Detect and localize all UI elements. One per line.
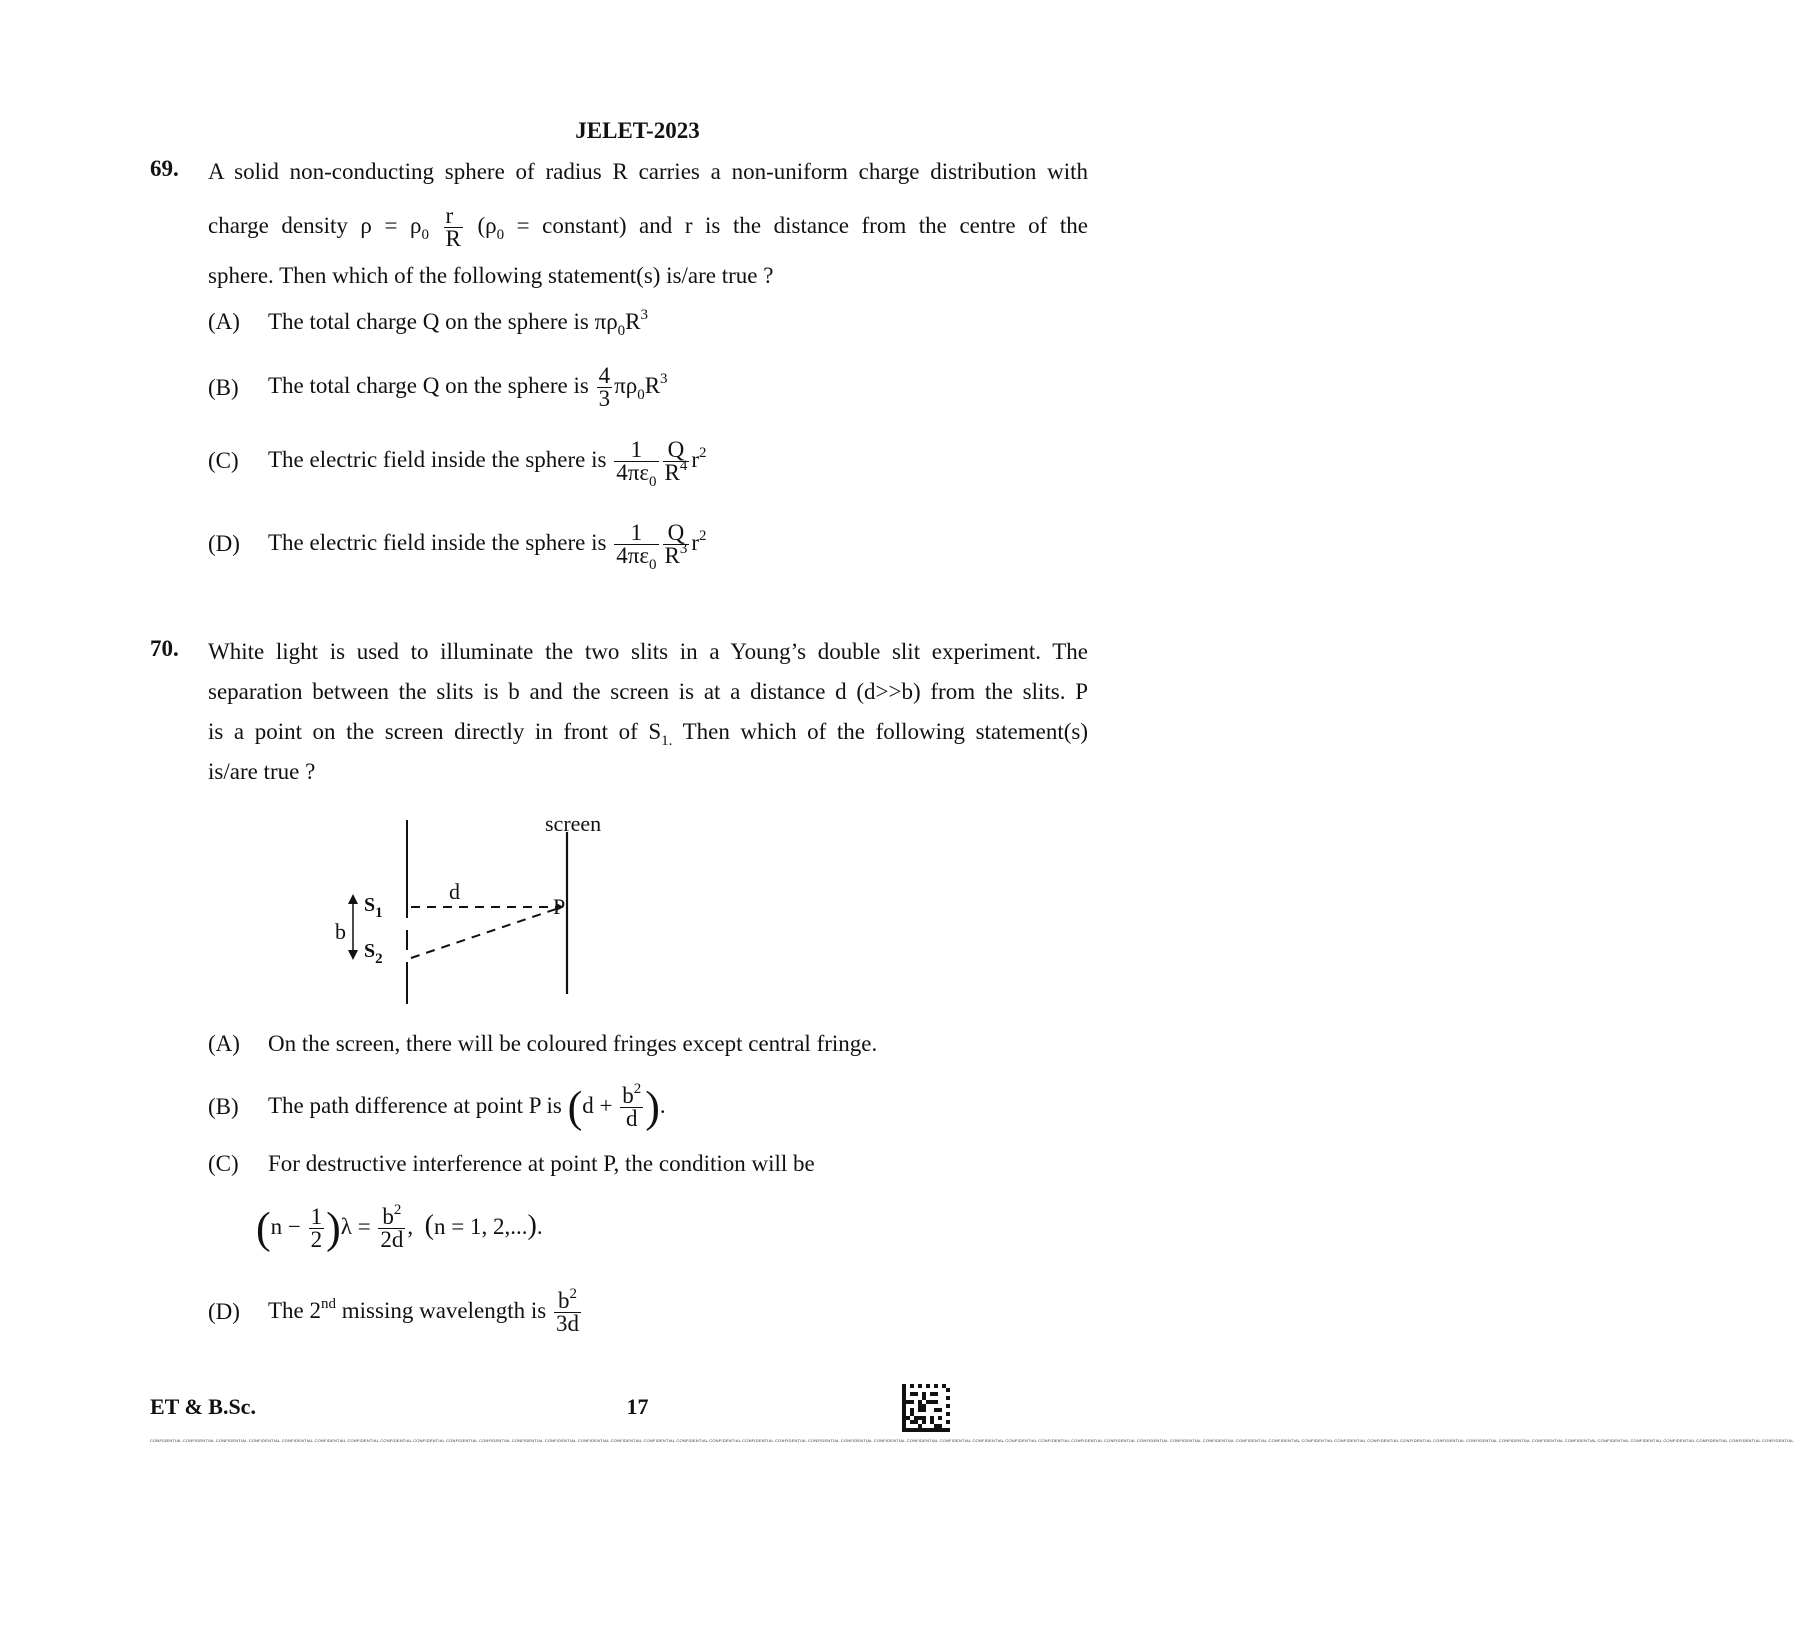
question-70-line-4: is/are true ? — [208, 759, 316, 784]
page-header-title: JELET-2023 — [575, 118, 700, 143]
q70-option-b-letter: (B) — [208, 1094, 239, 1119]
question-69-line-3: sphere. Then which of the following statement(s) is/are true ? — [208, 263, 774, 288]
confidential-strip: CONFIDENTIAL CONFIDENTIAL CONFIDENTIAL CONFIDENTIAL CONFIDENTIAL CONFIDENTIAL CONFIDENTIAL CONFIDENTIAL CONFIDENTIAL CONFIDENTIAL CONFIDENTIAL CONFIDENTIAL CONFIDENTIAL CONFIDENTIAL CONFIDENTIAL CONFIDENTIAL CONFIDENTIAL CONFIDENTIAL CONFIDENTIAL CONFIDENTIAL CONFIDENTIAL CONFIDENTIAL CONFIDENTIAL CONFIDENTIAL CONFIDENTIAL CONFIDENTIAL CONFIDENTIAL CONFIDENTIAL CONFIDENTIAL CONFIDENTIAL CONFIDENTIAL CONFIDENTIAL CONFIDENTIAL CONFIDENTIAL CONFIDENTIAL CONFIDENTIAL CONFIDENTIAL CONFIDENTIAL CONFIDENTIAL CONFIDENTIAL CONFIDENTIAL CONFIDENTIAL CONFIDENTIAL CONFIDENTIAL CONFIDENTIAL CONFIDENTIAL CONFIDENTIAL CONFIDENTIAL CONFIDENTIAL CONFIDENTIAL — [150, 1438, 1794, 1443]
d-label: d — [449, 879, 460, 904]
question-70-number: 70. — [150, 636, 179, 661]
q69-option-c-letter: (C) — [208, 448, 239, 473]
q69-line2-rho-const: ($\rho_0$ = constant) and r is the distance from the centre of the — [477, 213, 1088, 243]
b-arrow-up-head — [348, 894, 358, 904]
question-69-line-1: A solid non-conducting sphere of radius R carries a non-uniform charge distribution with — [208, 159, 1088, 184]
s1-label: $S_1$ — [364, 894, 383, 921]
q69-d-one-over-4pie0: $\frac{1}{4\pi\varepsilon_0}$ — [616, 520, 657, 574]
q69-option-a-text: The total charge Q on the sphere is $\pi\rho_0R^3$ — [268, 307, 649, 339]
q69-c-q-over-r4: $\frac{Q}{R^4}$ — [664, 437, 688, 486]
q69-option-c-text: The electric field inside the sphere is $\frac{1}{4\pi\varepsilon_0}$ $\frac{Q}{R^4}$ $r^2$ — [268, 437, 707, 491]
q69-option-d-text: The electric field inside the sphere is $\frac{1}{4\pi\varepsilon_0}$ $\frac{Q}{R^3}$ $r^2$ — [268, 520, 707, 574]
q69-option-b-letter: (B) — [208, 375, 239, 400]
q70-b-b2-over-d: $\frac{b^2}{d}$ — [622, 1081, 642, 1132]
footer-page-number: 17 — [626, 1394, 649, 1419]
q70-option-b-text: The path difference at point P is (d + $\frac{b^2}{d}$ ). — [268, 1081, 666, 1132]
p-label: P — [553, 894, 566, 919]
ydse-diagram — [340, 820, 660, 1020]
q70-option-c-letter: (C) — [208, 1151, 239, 1176]
q70-option-c-equation: (n − $\frac{1}{2}$ )λ = $\frac{b^2}{2d}$ , (n = 1, 2,...). — [256, 1202, 543, 1253]
q70-option-d-letter: (D) — [208, 1299, 240, 1324]
q69-line2-start: charge density ρ = — [208, 213, 410, 238]
question-70-line-2: separation between the slits is b and the screen is at a distance d (d>>b) from the slits. P — [208, 679, 1088, 704]
footer-course-label: ET & B.Sc. — [150, 1394, 256, 1419]
q69-d-q-over-r3: $\frac{Q}{R^3}$ — [664, 520, 688, 569]
q69-rho0: $\rho_0$ — [410, 213, 429, 243]
q69-option-b-text: The total charge Q on the sphere is $\frac{4}{3}$ $\pi\rho_0R^3$ — [268, 363, 668, 412]
q70-c-b2-over-2d: $\frac{b^2}{2d}$ — [380, 1202, 404, 1253]
b-arrow-down-head — [348, 950, 358, 960]
question-69-number: 69. — [150, 156, 179, 181]
barcode-icon — [902, 1384, 950, 1432]
q69-four-thirds-fraction: $\frac{4}{3}$ — [598, 363, 611, 412]
ray-s2-to-p — [411, 907, 562, 958]
s2-label: $S_2$ — [364, 940, 383, 967]
q70-option-d-text: The 2nd missing wavelength is $\frac{b^2}{3d}$ — [268, 1286, 579, 1337]
q70-d-b2-over-3d: $\frac{b^2}{3d}$ — [555, 1286, 579, 1337]
q70-option-c-text: For destructive interference at point P, the condition will be — [268, 1151, 815, 1176]
q70-option-a-text: On the screen, there will be coloured fringes except central fringe. — [268, 1031, 878, 1056]
q70-c-one-half: $\frac{1}{2}$ — [310, 1204, 323, 1253]
q69-r-over-R-fraction: $\frac{r}{R}$ — [445, 203, 461, 252]
q69-option-a-letter: (A) — [208, 309, 240, 334]
question-70-line-1: White light is used to illuminate the two slits in a Young’s double slit experiment. The — [208, 639, 1088, 664]
question-70-line-3: is a point on the screen directly in front of $S_{1.}$ Then which of the following statement(s) — [208, 719, 1088, 749]
q69-c-one-over-4pie0: $\frac{1}{4\pi\varepsilon_0}$ — [616, 437, 657, 491]
screen-label: screen — [545, 811, 602, 836]
question-69-line-2 — [208, 202, 1088, 250]
q70-option-a-letter: (A) — [208, 1031, 240, 1056]
b-label: b — [335, 919, 346, 944]
q69-option-d-letter: (D) — [208, 531, 240, 556]
